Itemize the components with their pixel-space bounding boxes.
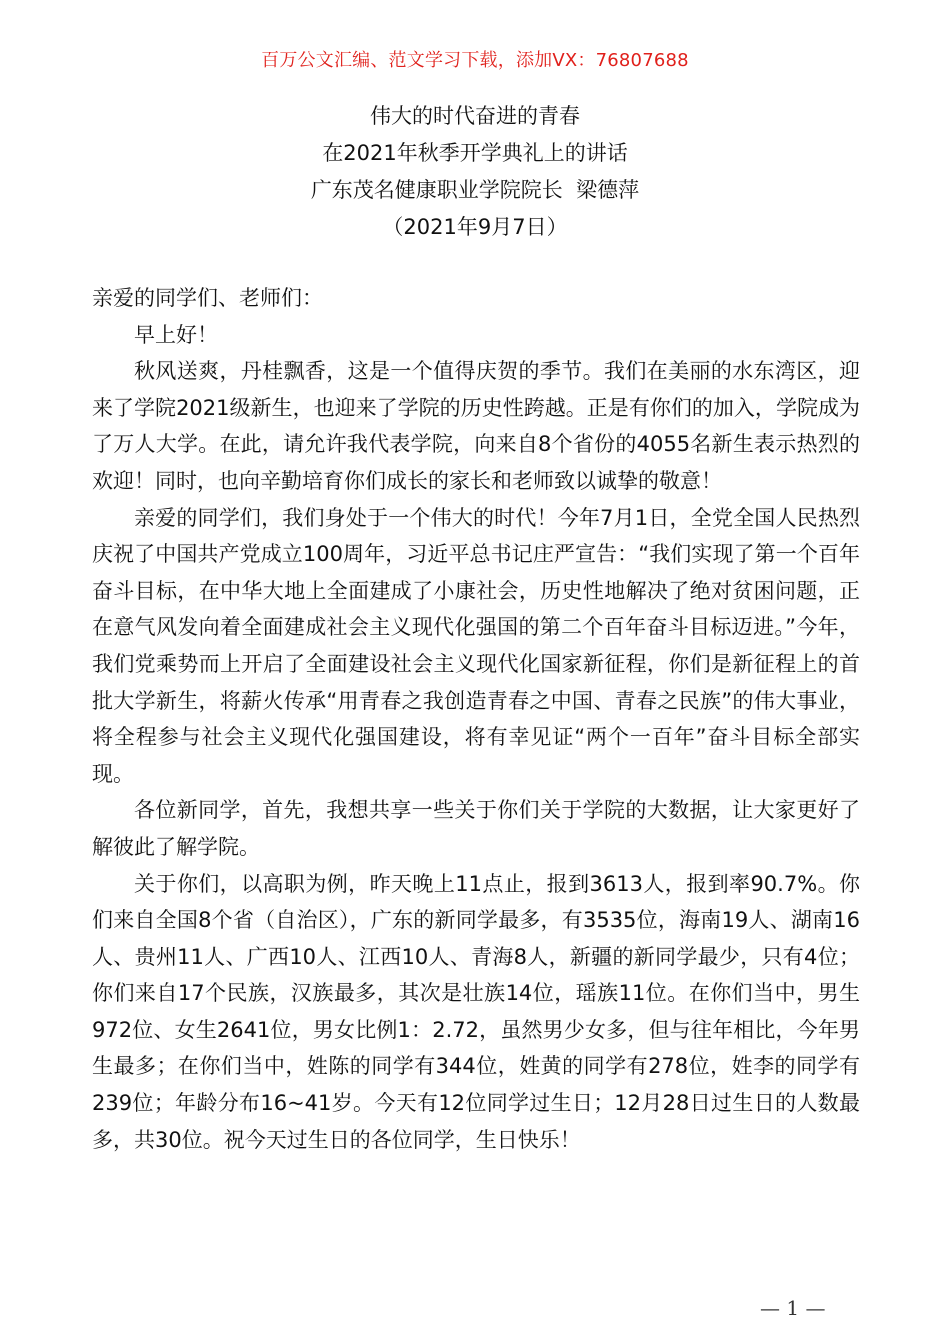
paragraph-era: 亲爱的同学们，我们身处于一个伟大的时代！今年7月1日，全党全国人民热烈庆祝了中国共产党成立100周年，习近平总书记庄严宣告：“我们实现了第一个百年奋斗目标，在中华大地上全面建成了小康社会，历史性地解决了绝对贫困问题，正在意气风发向着全面建成社会主义现代化强国的第二个百年奋斗目标迈进。”今年，我们党乘势而上开启了全面建设社会主义现代化国家新征程，你们是新征程上的首批大学新生，将薪火传承“用青春之我创造青春之中国、青春之民族”的伟大事业，将全程参与社会主义现代化强国建设，将有幸见证“两个一百年”奋斗目标全部实现。 (92, 505, 860, 786)
salutation: 亲爱的同学们、老师们： (92, 286, 323, 310)
paragraph-student-statistics: 关于你们，以高职为例，昨天晚上11点止，报到3613人，报到率90.7%。你们来自全国8个省（自治区），广东的新同学最多，有3535位，海南19人、湖南16人、贵州11人、广西10人、江西10人、青海8人，新疆的新同学最少，只有4位；你们来自17个民族，汉族最多，其次是壮族14位，瑶族11位。在你们当中，男生972位、女生2641位，男女比例1：2.72，虽然男少女多，但与往年相比，今年男生最多；在你们当中，姓陈的同学有344位，姓黄的同学有278位，姓李的同学有239位；年龄分布16~41岁。今天有12位同学过生日；12月28日过生日的人数最多，共30位。祝今天过生日的各位同学，生日快乐！ (92, 871, 860, 1152)
promo-banner: 百万公文汇编、范文学习下载，添加VX：76807688 (261, 50, 689, 71)
title-block (0, 98, 950, 246)
paragraph-welcome: 秋风送爽，丹桂飘香，这是一个值得庆贺的季节。我们在美丽的水东湾区，迎来了学院2021级新生，也迎来了学院的历史性跨越。正是有你们的加入，学院成为了万人大学。在此，请允许我代表学院，向来自8个省份的4055名新生表示热烈的欢迎！同时，也向辛勤培育你们成长的家长和老师致以诚挚的敬意！ (92, 359, 860, 493)
speech-subtitle: 在2021年秋季开学典礼上的讲话 (322, 141, 628, 165)
paragraph-big-data-intro: 各位新同学，首先，我想共享一些关于你们关于学院的大数据，让大家更好了解彼此了解学院。 (92, 798, 860, 859)
speech-date: （2021年9月7日） (382, 215, 568, 239)
speech-body (92, 280, 860, 1158)
speech-title: 伟大的时代奋进的青春 (370, 104, 580, 128)
greeting: 早上好！ (134, 322, 218, 347)
page-number: — 1 — (760, 1296, 826, 1320)
speech-author: 广东茂名健康职业学院院长 梁德萍 (310, 178, 640, 202)
